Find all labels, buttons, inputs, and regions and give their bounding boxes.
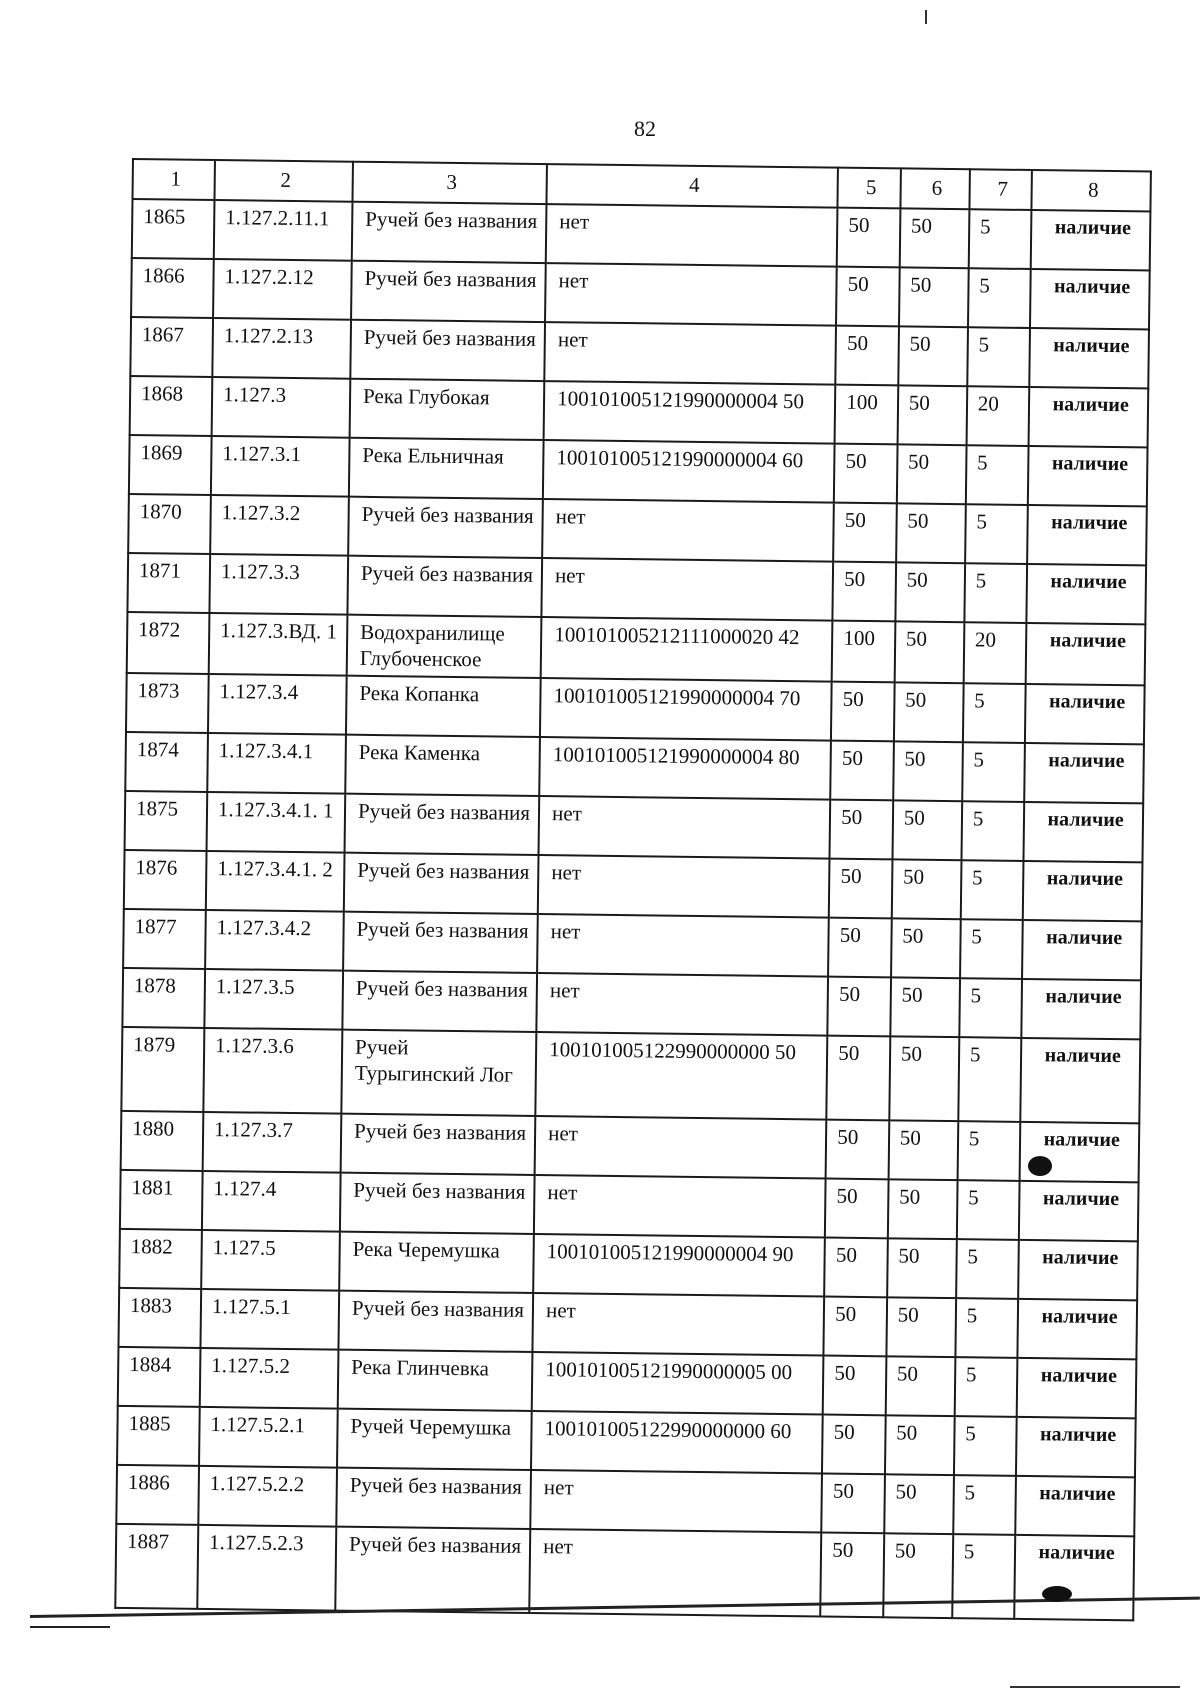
cell-value-7: 5 [962, 742, 1025, 802]
cell-object-code: 1.127.5.2 [200, 1348, 339, 1409]
cell-object-name: Ручей без названия [340, 1173, 535, 1234]
cell-registry-id: нет [542, 558, 834, 621]
cell-row-number: 1872 [127, 612, 210, 674]
cell-value-7: 5 [959, 978, 1022, 1038]
cell-availability: наличие [1030, 328, 1149, 388]
cell-registry-id: 100101005121990000004 70 [540, 678, 832, 741]
cell-row-number: 1885 [117, 1406, 200, 1466]
cell-availability: наличие [1025, 743, 1144, 803]
footer-line [1010, 1686, 1180, 1688]
cell-availability: наличие [1025, 684, 1144, 744]
cell-registry-id: 100101005121990000004 80 [539, 737, 831, 800]
cell-value-6: 50 [888, 1121, 958, 1181]
cell-value-5: 50 [826, 1120, 889, 1180]
cell-value-7: 20 [966, 386, 1029, 446]
cell-object-code: 1.127.5 [201, 1230, 340, 1291]
cell-value-5: 50 [836, 267, 899, 327]
cell-object-code: 1.127.5.2.1 [199, 1407, 338, 1468]
table-row [121, 1027, 1140, 1123]
cell-registry-id: 100101005121990000004 60 [543, 440, 835, 503]
cell-value-5: 50 [828, 918, 891, 978]
cell-row-number: 1875 [125, 791, 208, 851]
ink-blot [1028, 1156, 1052, 1176]
cell-registry-id: нет [530, 1470, 822, 1533]
cell-object-name: Водохранилище Глубоченское [347, 615, 542, 679]
cell-registry-id: нет [533, 1293, 825, 1356]
cell-value-7: 5 [965, 504, 1028, 564]
cell-availability: наличие [1026, 623, 1145, 686]
cell-object-name: Ручей без названия [350, 320, 545, 381]
cell-availability: наличие [1028, 446, 1147, 506]
cell-value-6: 50 [892, 801, 962, 861]
cell-value-7: 20 [963, 622, 1026, 684]
cell-value-7: 5 [956, 1239, 1019, 1299]
ink-blot [1042, 1586, 1072, 1602]
cell-object-name: Ручей без названия [341, 1114, 536, 1175]
cell-object-name: Ручей без названия [347, 556, 542, 617]
cell-registry-id: нет [546, 204, 838, 267]
cell-registry-id: 100101005212111000020 42 [541, 617, 833, 682]
header-col-3: 3 [352, 162, 547, 204]
cell-availability: наличие [1018, 1299, 1137, 1359]
cell-object-code: 1.127.3.5 [204, 969, 343, 1030]
cell-value-7: 5 [958, 1037, 1022, 1122]
cell-value-5: 50 [825, 1179, 888, 1239]
cell-availability: наличие [1024, 802, 1143, 862]
cell-row-number: 1871 [127, 553, 210, 613]
cell-row-number: 1883 [118, 1288, 201, 1348]
cell-object-code: 1.127.3.4 [208, 674, 347, 735]
cell-row-number: 1882 [119, 1229, 202, 1289]
cell-object-code: 1.127.5.2.2 [198, 1466, 337, 1527]
cell-object-code: 1.127.3.3 [209, 554, 348, 615]
cell-value-5: 50 [829, 859, 892, 919]
cell-availability: наличие [1027, 564, 1146, 624]
cell-value-6: 50 [885, 1357, 955, 1417]
cell-object-code: 1.127.5.2.3 [197, 1525, 336, 1611]
cell-object-name: Ручей без названия [336, 1468, 531, 1529]
cell-value-6: 50 [899, 267, 969, 327]
cell-object-name: Река Ельничная [349, 438, 544, 499]
cell-object-code: 1.127.3.4.1. 1 [206, 792, 345, 853]
cell-value-6: 50 [900, 208, 970, 268]
cell-value-6: 50 [892, 860, 962, 920]
cell-value-5: 50 [834, 444, 897, 504]
cell-object-code: 1.127.2.12 [213, 259, 352, 320]
cell-value-6: 50 [886, 1298, 956, 1358]
cell-object-code: 1.127.2.13 [212, 318, 351, 379]
cell-object-code: 1.127.3.7 [203, 1112, 342, 1173]
cell-row-number: 1880 [121, 1111, 204, 1171]
cell-availability: наличие [1021, 1038, 1141, 1123]
cell-value-7: 5 [969, 209, 1032, 269]
cell-value-5: 50 [830, 741, 893, 801]
cell-value-5: 50 [820, 1533, 884, 1618]
cell-object-name: Река Глинчевка [338, 1350, 533, 1411]
cell-registry-id: нет [542, 499, 834, 562]
cell-object-code: 1.127.3.4.1 [207, 733, 346, 794]
cell-availability: наличие [1018, 1240, 1137, 1300]
cell-object-code: 1.127.3.2 [210, 495, 349, 556]
cell-registry-id: нет [538, 855, 830, 918]
cell-value-6: 50 [884, 1475, 954, 1535]
cell-row-number: 1867 [130, 317, 213, 377]
cell-value-5: 50 [828, 977, 891, 1037]
cell-object-name: Ручей без названия [338, 1291, 533, 1352]
cell-row-number: 1876 [124, 850, 207, 910]
cell-object-code: 1.127.3.6 [203, 1028, 342, 1114]
cell-row-number: 1878 [122, 968, 205, 1028]
cell-object-name: Ручей Турыгинский Лог [341, 1030, 536, 1116]
cell-value-7: 5 [957, 1121, 1020, 1181]
cell-availability: наличие [1030, 269, 1149, 329]
cell-object-name: Река Каменка [345, 735, 540, 796]
cell-value-7: 5 [961, 801, 1024, 861]
cell-value-6: 50 [895, 562, 965, 622]
cell-object-code: 1.127.4 [202, 1171, 341, 1232]
cell-value-7: 5 [954, 1416, 1017, 1476]
bottom-rule-dash [30, 1626, 110, 1628]
header-col-6: 6 [900, 168, 969, 209]
cell-row-number: 1877 [123, 909, 206, 969]
cell-row-number: 1870 [128, 494, 211, 554]
cell-object-name: Ручей без названия [345, 794, 540, 855]
cell-registry-id: нет [544, 322, 836, 385]
cell-row-number: 1869 [129, 435, 212, 495]
cell-value-7: 5 [953, 1475, 1016, 1535]
header-col-7: 7 [969, 169, 1032, 210]
cell-object-code: 1.127.5.1 [200, 1289, 339, 1350]
header-col-2: 2 [214, 160, 353, 202]
cell-object-name: Ручей без названия [335, 1527, 530, 1613]
cell-value-6: 50 [883, 1534, 953, 1619]
cell-object-name: Ручей без названия [351, 261, 546, 322]
cell-row-number: 1886 [116, 1465, 199, 1525]
cell-value-5: 50 [836, 326, 899, 386]
cell-row-number: 1874 [125, 732, 208, 792]
cell-value-5: 50 [837, 208, 900, 268]
cell-row-number: 1868 [130, 376, 213, 436]
cell-value-6: 50 [896, 503, 966, 563]
cell-object-name: Река Черемушка [339, 1232, 534, 1293]
cell-value-5: 50 [822, 1415, 885, 1475]
header-col-1: 1 [132, 159, 214, 200]
cell-object-code: 1.127.3.ВД. 1 [209, 613, 348, 676]
cell-row-number: 1873 [126, 673, 209, 733]
cell-value-7: 5 [968, 268, 1031, 328]
page-number: 82 [634, 116, 656, 141]
cell-value-7: 5 [966, 445, 1029, 505]
cell-value-5: 50 [833, 503, 896, 563]
cell-value-7: 5 [955, 1298, 1018, 1358]
cell-value-5: 50 [824, 1297, 887, 1357]
cell-registry-id: нет [529, 1529, 821, 1617]
cell-availability: наличие [1016, 1476, 1135, 1536]
cell-value-6: 50 [889, 1037, 959, 1122]
cell-object-code: 1.127.2.11.1 [214, 200, 353, 261]
cell-value-5: 50 [833, 562, 896, 622]
cell-object-name: Ручей без названия [352, 202, 547, 263]
cell-registry-id: нет [537, 914, 829, 977]
cell-row-number: 1865 [132, 199, 215, 259]
cell-value-6: 50 [891, 919, 961, 979]
cell-object-code: 1.127.3.4.1. 2 [206, 851, 345, 912]
cell-row-number: 1866 [131, 258, 214, 318]
cell-value-6: 50 [888, 1180, 958, 1240]
cell-value-5: 50 [827, 1036, 891, 1121]
cell-availability: наличие [1019, 1181, 1138, 1241]
cell-value-6: 50 [894, 683, 964, 743]
cell-registry-id: нет [539, 796, 831, 859]
cell-availability: наличие [1020, 1122, 1139, 1182]
cell-value-7: 5 [964, 563, 1027, 623]
cell-availability: наличие [1029, 387, 1148, 447]
cell-value-7: 5 [961, 860, 1024, 920]
cell-value-5: 50 [823, 1356, 886, 1416]
cell-object-name: Ручей без названия [348, 497, 543, 558]
cell-value-6: 50 [890, 978, 960, 1038]
cell-availability: наличие [1016, 1417, 1135, 1477]
cell-value-6: 50 [885, 1416, 955, 1476]
cell-registry-id: 100101005121990000004 90 [533, 1234, 825, 1297]
cell-availability: наличие [1022, 920, 1141, 980]
cell-object-name: Река Глубокая [350, 379, 545, 440]
cell-value-7: 5 [954, 1357, 1017, 1417]
cell-object-code: 1.127.3 [212, 377, 351, 438]
cell-availability: наличие [1023, 861, 1142, 921]
cell-value-5: 100 [832, 621, 895, 683]
cell-availability: наличие [1027, 505, 1146, 565]
cell-value-5: 100 [835, 385, 898, 445]
cell-value-6: 50 [897, 444, 967, 504]
cell-object-code: 1.127.3.4.2 [205, 910, 344, 971]
cell-value-6: 50 [894, 621, 964, 683]
cell-value-7: 5 [963, 683, 1026, 743]
cell-value-6: 50 [897, 385, 967, 445]
cell-registry-id: нет [545, 263, 837, 326]
cell-object-name: Ручей Черемушка [337, 1409, 532, 1470]
cell-availability: наличие [1022, 979, 1141, 1039]
cell-registry-id: нет [535, 1116, 827, 1179]
cell-value-7: 5 [960, 919, 1023, 979]
cell-object-name: Ручей без названия [343, 912, 538, 973]
header-col-5: 5 [838, 168, 901, 209]
table-body [115, 199, 1150, 1621]
cell-value-5: 50 [831, 682, 894, 742]
water-objects-table [114, 158, 1152, 1622]
cell-registry-id: 100101005122990000000 50 [535, 1032, 827, 1120]
cell-value-7: 5 [957, 1180, 1020, 1240]
cell-value-5: 50 [830, 800, 893, 860]
cell-value-6: 50 [887, 1239, 957, 1299]
cell-registry-id: нет [534, 1175, 826, 1238]
cell-availability: наличие [1031, 210, 1150, 270]
cell-availability: наличие [1017, 1358, 1136, 1418]
cell-availability: наличие [1015, 1535, 1135, 1620]
cell-value-7: 5 [952, 1534, 1016, 1619]
cell-object-name: Ручей без названия [342, 971, 537, 1032]
cell-value-7: 5 [967, 327, 1030, 387]
cell-row-number: 1887 [115, 1524, 198, 1609]
cell-object-name: Река Копанка [346, 676, 541, 737]
cell-value-5: 50 [824, 1238, 887, 1298]
cell-value-5: 50 [822, 1474, 885, 1534]
cell-row-number: 1879 [121, 1027, 204, 1112]
header-col-4: 4 [547, 164, 839, 208]
cell-row-number: 1884 [118, 1347, 201, 1407]
cell-object-code: 1.127.3.1 [211, 436, 350, 497]
water-objects-table-wrapper [114, 158, 1152, 1622]
cell-value-6: 50 [898, 326, 968, 386]
cell-object-name: Ручей без названия [344, 853, 539, 914]
cell-registry-id: 100101005121990000005 00 [532, 1352, 824, 1415]
cell-registry-id: 100101005121990000004 50 [544, 381, 836, 444]
scan-mark [925, 10, 927, 24]
cell-registry-id: нет [536, 973, 828, 1036]
cell-row-number: 1881 [120, 1170, 203, 1230]
cell-registry-id: 100101005122990000000 60 [531, 1411, 823, 1474]
header-col-8: 8 [1032, 170, 1151, 211]
cell-value-6: 50 [893, 742, 963, 802]
